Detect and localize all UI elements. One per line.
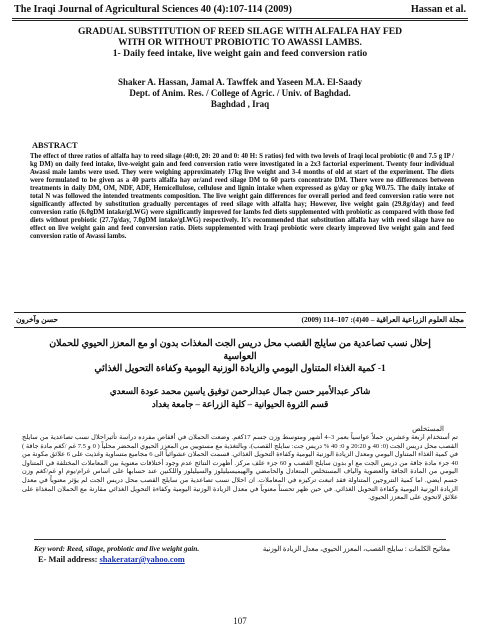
arabic-title (36, 338, 444, 376)
author-block (20, 77, 460, 110)
email-label: E- Mail address: (38, 555, 98, 564)
journal-citation: The Iraqi Journal of Agricultural Sciences 40 (4):107-114 (2009) (14, 4, 292, 15)
arabic-journal-header (16, 315, 464, 324)
section-divider (14, 312, 466, 313)
title-line-3: 1- Daily feed intake, live weight gain and feed conversion ratio (112, 48, 368, 59)
arabic-title-line-3: 1- كمية الغذاء المتناول اليومي والزيادة الوزنية اليومية وكفاءة التحويل الغذائي (94, 364, 386, 375)
abstract-text: The effect of three ratios of alfalfa hay to reed silage (40:0, 20: 20 and 0: 40 H: S ratios) fed with two levels of Iraqi local probiotic (0 and 7.5 g IP / kg DM) on daily feed intake, live-weight gain and feed conversion ratio were investigated in a 2x3 factorial experiment. Twenty four individual Awassi male lambs were used. They were weighing approximately 17kg live weight and 3-4 months of old at start of the experiment. The diets were formulated to be given as a 40 parts alfalfa hay or/and reed silage DM to 60 parts concentrate DM. There were no differences between treatments in daily DM, OM, NDF, ADF, Hemicellulose, cellulose and lignin intake when expressed as g/day or g/kg W0.75. The daily intake of total N was followed the intended treatments composition. The live weight gain differences for overall period and feed conversion ratio were not significantly affected by substitution gradually percentages of reed silage with alfalfa hay; However, live weight gain (29.8g/day) and feed conversion ratio (6.0gDM intake/gLWG) were significantly improved for lambs fed diets supplemented with probiotic as compared with those fed diets without probiotic (27.7g/day, 7.0gDM intake/gLWG) respectively. It's recommended that substitution alfalfa hay with reed silage have no effect on live weight gain and feed conversion ratio. Diets supplemented with Iraqi probiotic were clearly improved live weight gain and feed conversion ratio of Awassi lambs. (30, 153, 454, 241)
author-city: Baghdad , Iraq (210, 99, 270, 109)
author-names: Shaker A. Hassan, Jamal A. Tawffek and Yaseen M.A. El-Saady (117, 77, 363, 87)
keywords-label: Key word: (34, 544, 65, 553)
keywords-row (34, 544, 450, 553)
journal-header (14, 4, 466, 15)
page-number: 107 (233, 616, 247, 626)
arabic-journal-citation: مجلة العلوم الزراعية العراقية – 40(4): 107–114 (2009) (301, 315, 464, 324)
abstract-heading: ABSTRACT (32, 141, 78, 150)
arabic-author-names: شاكر عبدالأمير حسن جمال عبدالرحمن توفيق ياسين محمد عودة السعدي (109, 386, 371, 396)
arabic-keywords: مفاتيح الكلمات : سايلج القصب، المعزز الحيوي، معدل الزيادة الوزنية (262, 546, 450, 553)
keywords-rule (34, 539, 446, 540)
email-link[interactable]: shakeratar@yahoo.com (99, 555, 185, 564)
arabic-abstract-heading: المستخلص (412, 425, 444, 433)
arabic-header-rule (14, 327, 466, 328)
keywords-list: Reed, silage, probiotic and live weight gain. (66, 544, 200, 553)
arabic-abstract-text: تم أستخدام اربعة وعشرين حملاً عواسياً بعمر 3–4 أشهر ومتوسط وزن جسم 17كغم. وضعت الحملان في أقفاص مفرده دراسة تأثيراحلال نسب تصاعدية من سايلج القصب محل دريس الجت (0: 40 و 20:20 و 0: 40 % دريس جت: سايلج القصب)، وبالتغذية مع مستويين من المعزز الحيوي المحضر محلياً ( 0 و 7.5 غم /كغم مادة جافة ) في كمية الغذاء المتناول اليومي ومعدل الزيادة الوزنية اليومية وكفاءة التحويل الغذائي. قسمت الحملان عشوائياً الى 6 مجاميع متساوية وغذيت على 6 علائق مكونة من 40 جزء مادة جافة من دريس الجت مع او بدون سايلج القصب و 60 جزء علف مركز. أظهرت النتائج عدم وجود أختلافات معنوية بين المعاملات المختلفة في المتناول اليومي من المادة الجافة والعضوية والياف المستخلص المتعادل والحامضي والهيميسيليلوز والسيليلوز واللكنين عند حسابها على اساس غرام/يوم او غم/كغم وزن جسم ايضي. اما كمية النتروجين المتناولة فقد اتبعت تركيزه في المعاملات. ان احلال نسب تصاعدية من سايلج القصب محل دريس الجت لم يؤثر معنوياً في معدل الزيادة الوزنية اليومية وكفاءة التحويل الغذائي. في حين ظهر تحسناً معنوياً في معدل الزيادة الوزنية اليومية وكفاءة التحويل الغذائي مقارنة مع الحملان المغذاة على علائق لاتحوي على المعزز الحيوي. (22, 434, 459, 502)
arabic-title-line-1: إحلال نسب تصاعدية من سايلج القصب محل دريس الجت المغذات بدون او مع المعزز الحيوي للحملان (49, 339, 431, 349)
arabic-running-authors: حسن وآخرون (16, 315, 58, 324)
email-line (38, 555, 185, 564)
header-rule (12, 18, 468, 19)
title-line-1: GRADUAL SUBSTITUTION OF REED SILAGE WITH ALFALFA HAY FED (77, 26, 403, 37)
arabic-author-department: قسم الثروة الحيوانية – كلية الزراعة – جامعة بغداد (151, 399, 329, 409)
header-rule-double (12, 20, 468, 21)
title-line-2: WITH OR WITHOUT PROBIOTIC TO AWASSI LAMBS. (118, 37, 362, 48)
english-keywords (34, 544, 199, 553)
running-authors: Hassan et al. (410, 4, 466, 15)
arabic-author-block (40, 385, 440, 411)
arabic-title-line-2: العواسية (223, 351, 257, 362)
paper-title (20, 26, 460, 59)
author-department: Dept. of Anim. Res. / College of Agric. / Univ. of Baghdad. (129, 88, 351, 98)
